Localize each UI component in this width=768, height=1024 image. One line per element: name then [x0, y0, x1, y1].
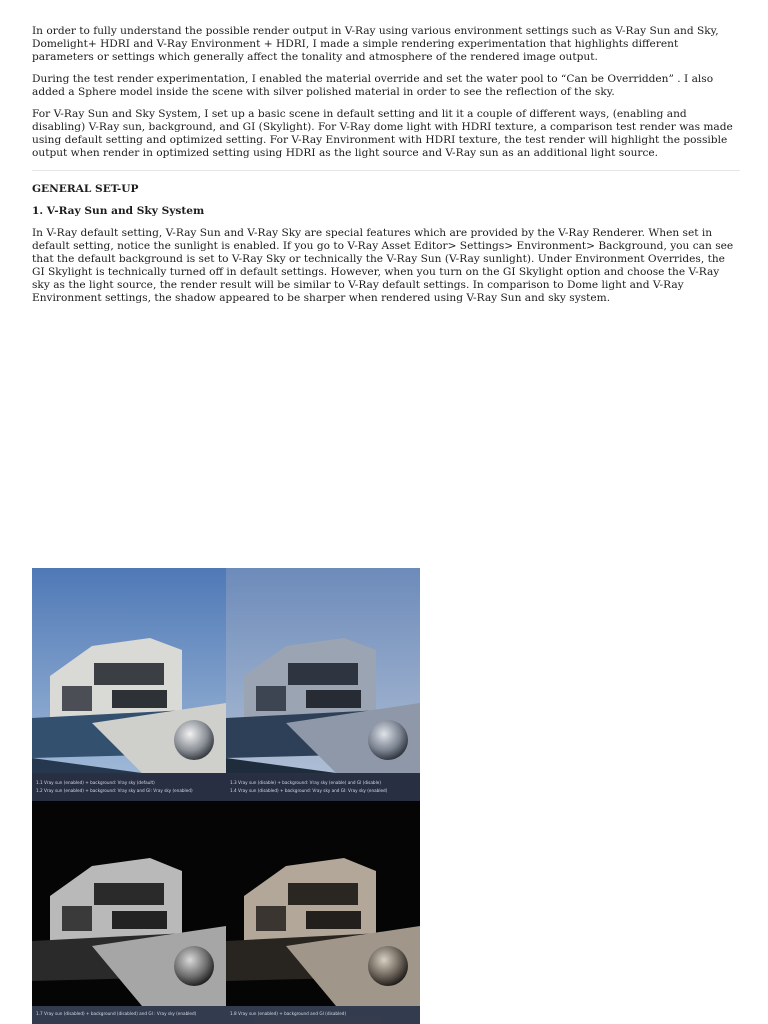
render-1-8 [226, 801, 420, 1024]
caption-1-1: 1.1 Vray sun (enabled) + background: Vray sky (default) [36, 780, 155, 785]
caption-1-4: 1.4 Vray sun (disabled) + background: Vray sky and GI: Vray sky (enabled) [230, 788, 388, 793]
section-divider [32, 170, 740, 171]
caption-1-2: 1.2 Vray sun (enabled) + background: Vray sky and GI: Vray sky (enabled) [36, 788, 193, 793]
render-1-3 [226, 568, 420, 801]
render-image-night-gi [32, 801, 226, 1024]
render-image-sky-gi [226, 568, 420, 801]
method-paragraph: For V-Ray Sun and Sky System, I set up a basic scene in default setting and lit it a couple of different ways, (enabling and disabling) V-Ray sun, background, and GI (Skylight). For V-Ray dome light with HDRI texture, a comparison test render was made using default setting and optimized setting. For V-Ray Environment with HDRI texture, the test render will highlight the possible output when render in optimized setting using HDRI as the light source and V-Ray sun as an additional light source. [32, 108, 733, 159]
caption-1-7: 1.7 Vray sun (disabled) + background (disabled) and GI : Vray sky (enabled) [36, 1011, 197, 1016]
render-image-daylight [32, 568, 226, 801]
caption-1-3: 1.3 Vray sun (disable) + background: Vray sky (enable) and GI (disable) [230, 780, 381, 785]
caption-strip [226, 775, 420, 801]
render-image-sun-only [226, 801, 420, 1024]
render-1-7 [32, 801, 226, 1024]
sun-sky-paragraph: In V-Ray default setting, V-Ray Sun and V-Ray Sky are special features which are provided by the V-Ray Renderer. When set in default setting, notice the sunlight is enabled. If you go to V-Ray Asset Editor> Settings> Environment> Background, you can see that the default background is set to V-Ray Sky or technically the V-Ray Sun (V-Ray sunlight). Under Environment Overrides, the GI Skylight is technically turned off in default settings. However, when you turn on the GI Skylight option and choose the V-Ray sky as the light source, the render result will be similar to V-Ray default settings. In comparison to Dome light and V-Ray Environment settings, the shadow appeared to be sharper when rendered using V-Ray Sun and sky system. [32, 227, 734, 304]
caption-strip [226, 1006, 420, 1024]
test-render-paragraph: During the test render experimentation, I enabled the material override and set the water pool to “Can be Overridden” . I also added a Sphere model inside the scene with silver polished material in order to see the reflection of the sky. [32, 73, 714, 98]
caption-strip [32, 775, 226, 801]
caption-strip [32, 1006, 226, 1024]
caption-1-8: 1.8 Vray sun (enabled) + background and GI (disabled) [230, 1011, 347, 1016]
render-comparison-figure [32, 568, 420, 1024]
article [32, 25, 740, 314]
intro-paragraph: In order to fully understand the possible render output in V-Ray using various environment settings such as V-Ray Sun and Sky, Domelight+ HDRI and V-Ray Environment + HDRI, I made a simple rendering experimentation that highlights different parameters or settings which generally affect the tonality and atmosphere of the rendered image output. [32, 25, 719, 63]
general-setup-heading: GENERAL SET-UP [32, 183, 139, 195]
sun-sky-heading: 1. V-Ray Sun and Sky System [32, 205, 205, 217]
render-1-1 [32, 568, 226, 801]
